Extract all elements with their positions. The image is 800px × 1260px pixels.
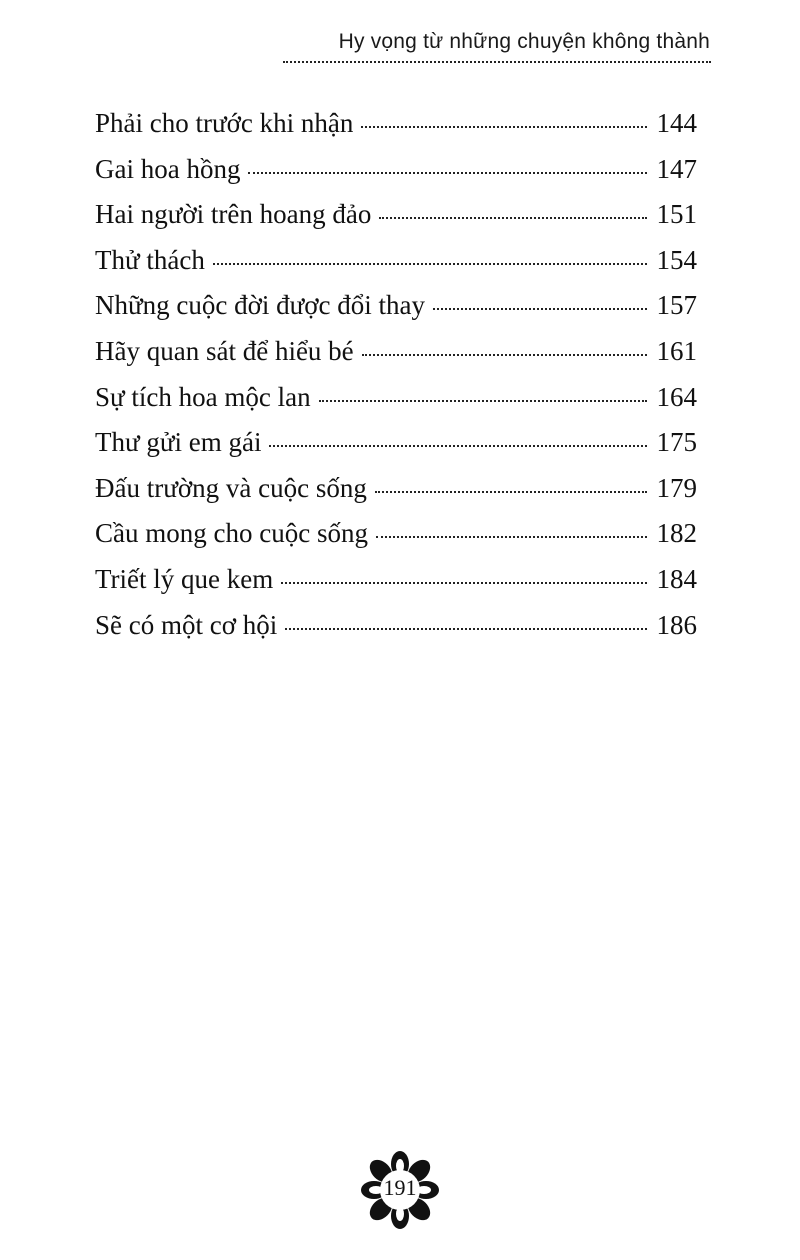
toc-dot-leader (362, 354, 647, 356)
toc-entry-page: 154 (656, 244, 697, 275)
toc-entry-title: Hai người trên hoang đảo (95, 199, 372, 230)
toc-entry-title: Hãy quan sát để hiểu bé (95, 335, 354, 366)
toc-dot-leader (319, 400, 647, 402)
toc-entry[interactable] (95, 427, 697, 473)
toc-entry-title: Thử thách (95, 244, 205, 275)
toc-entry[interactable] (95, 108, 697, 154)
toc-dot-leader (376, 536, 647, 538)
toc-entry-page: 144 (656, 108, 697, 138)
toc-entry-title: Đấu trường và cuộc sống (95, 472, 367, 503)
toc-dot-leader (281, 582, 646, 584)
toc-dot-leader (269, 445, 646, 447)
toc-entry[interactable] (95, 564, 697, 610)
toc-dot-leader (375, 491, 647, 493)
toc-entry[interactable] (95, 290, 697, 336)
toc-entry[interactable] (95, 518, 697, 564)
running-head-title: Hy vọng từ những chuyện không thành (338, 30, 710, 53)
table-of-contents (95, 108, 697, 655)
toc-entry-title: Gai hoa hồng (95, 153, 241, 184)
toc-dot-leader (379, 217, 646, 219)
toc-entry-page: 179 (656, 472, 697, 503)
toc-entry-page: 182 (656, 518, 697, 549)
toc-entry-page: 151 (656, 199, 697, 230)
toc-entry[interactable] (95, 382, 697, 428)
toc-entry-title: Sẽ có một cơ hội (95, 609, 278, 640)
toc-entry-page: 157 (656, 290, 697, 321)
toc-entry-page: 184 (656, 563, 697, 594)
toc-entry-title: Những cuộc đời được đổi thay (95, 290, 426, 321)
toc-entry-page: 186 (656, 609, 697, 640)
toc-entry[interactable] (95, 610, 697, 656)
toc-entry-title: Thư gửi em gái (95, 427, 262, 458)
toc-entry[interactable] (95, 336, 697, 382)
toc-entry-title: Phải cho trước khi nhận (95, 108, 354, 138)
toc-entry-title: Triết lý que kem (95, 563, 274, 594)
toc-entry[interactable] (95, 473, 697, 519)
toc-entry[interactable] (95, 245, 697, 291)
toc-entry-title: Sự tích hoa mộc lan (95, 381, 311, 412)
toc-entry-title: Cầu mong cho cuộc sống (95, 518, 368, 549)
toc-dot-leader (361, 126, 646, 128)
toc-entry-page: 161 (656, 335, 697, 366)
toc-entry-page: 147 (656, 153, 697, 184)
toc-entry[interactable] (95, 199, 697, 245)
toc-dot-leader (248, 172, 646, 174)
page-number-ornament (360, 1150, 440, 1230)
page-number: 191 (383, 1175, 417, 1200)
toc-dot-leader (433, 308, 646, 310)
toc-entry-page: 175 (656, 427, 697, 458)
toc-dot-leader (213, 263, 647, 265)
toc-dot-leader (285, 628, 646, 630)
running-head-dotted-rule (283, 61, 711, 63)
toc-entry-page: 164 (656, 381, 697, 412)
toc-entry[interactable] (95, 154, 697, 200)
